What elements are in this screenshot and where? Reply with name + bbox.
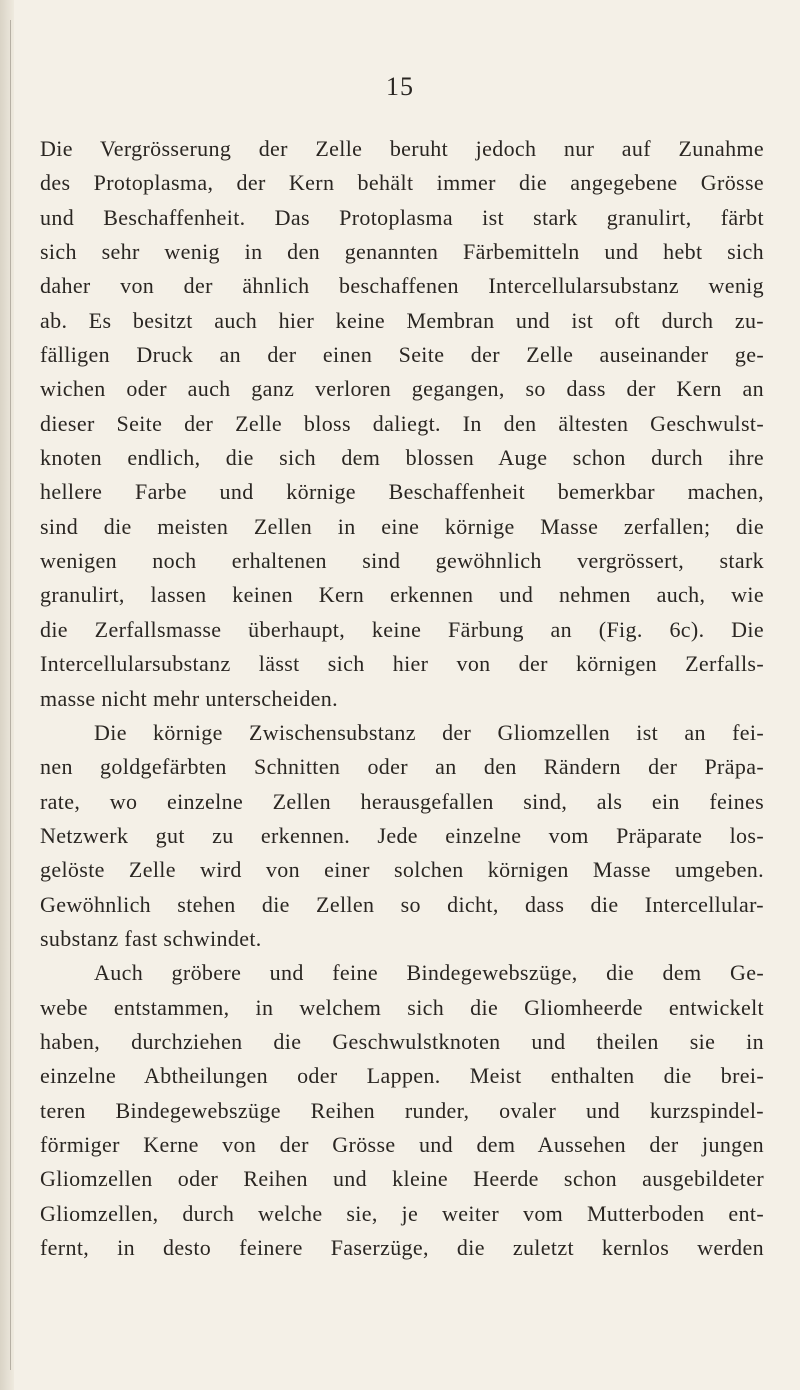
text-line: knoten endlich, die sich dem blossen Auge schon durch ihre — [40, 445, 764, 471]
text-line: und Beschaffenheit. Das Protoplasma ist stark granulirt, färbt — [40, 204, 764, 230]
page-number: 15 — [386, 72, 414, 101]
text-line: Gewöhnlich stehen die Zellen so dicht, dass die Intercellular- — [40, 891, 764, 917]
text-line: sich sehr wenig in den genannten Färbemitteln und hebt sich — [40, 239, 764, 265]
text-line: granulirt, lassen keinen Kern erkennen und nehmen auch, wie — [40, 582, 764, 608]
text-line: webe entstammen, in welchem sich die Gliomheerde entwickelt — [40, 994, 764, 1020]
text-line: Gliomzellen oder Reihen und kleine Heerde schon ausgebildeter — [40, 1166, 764, 1192]
text-line: Auch gröbere und feine Bindegewebszüge, die dem Ge- — [94, 960, 764, 986]
text-line: förmiger Kerne von der Grösse und dem Aussehen der jungen — [40, 1131, 764, 1157]
text-line: wichen oder auch ganz verloren gegangen, so dass der Kern an — [40, 376, 764, 402]
text-line: dieser Seite der Zelle bloss daliegt. In den ältesten Geschwulst- — [40, 410, 764, 436]
text-line: nen goldgefärbten Schnitten oder an den Rändern der Präpa- — [40, 754, 764, 780]
text-line: teren Bindegewebszüge Reihen runder, ovaler und kurzspindel- — [40, 1097, 764, 1123]
text-line: des Protoplasma, der Kern behält immer die angegebene Grösse — [40, 170, 764, 196]
text-line: masse nicht mehr unterscheiden. — [40, 685, 338, 711]
text-line: haben, durchziehen die Geschwulstknoten und theilen sie in — [40, 1028, 764, 1054]
text-line: einzelne Abtheilungen oder Lappen. Meist enthalten die brei- — [40, 1063, 764, 1089]
text-line: wenigen noch erhaltenen sind gewöhnlich vergrössert, stark — [40, 548, 764, 574]
text-line: gelöste Zelle wird von einer solchen körnigen Masse umgeben. — [40, 857, 764, 883]
binding-edge-line — [10, 20, 11, 1370]
body-text — [40, 132, 764, 1265]
text-line: daher von der ähnlich beschaffenen Intercellularsubstanz wenig — [40, 273, 764, 299]
text-line: substanz fast schwindet. — [40, 925, 262, 951]
text-line: fälligen Druck an der einen Seite der Zelle auseinander ge- — [40, 342, 764, 368]
text-line: Netzwerk gut zu erkennen. Jede einzelne vom Präparate los- — [40, 822, 764, 848]
text-line: Die Vergrösserung der Zelle beruht jedoch nur auf Zunahme — [40, 136, 764, 161]
text-line: die Zerfallsmasse überhaupt, keine Färbung an (Fig. 6c). Die — [40, 616, 764, 642]
text-line: hellere Farbe und körnige Beschaffenheit bemerkbar machen, — [40, 479, 764, 505]
text-line: rate, wo einzelne Zellen herausgefallen sind, als ein feines — [40, 788, 764, 814]
text-line: Die körnige Zwischensubstanz der Gliomzellen ist an fei- — [94, 719, 764, 745]
text-line: sind die meisten Zellen in eine körnige Masse zerfallen; die — [40, 513, 764, 539]
text-line: Gliomzellen, durch welche sie, je weiter vom Mutterboden ent- — [40, 1200, 764, 1226]
text-line: ab. Es besitzt auch hier keine Membran und ist oft durch zu- — [40, 307, 764, 333]
text-line: Intercellularsubstanz lässt sich hier von der körnigen Zerfalls- — [40, 651, 764, 677]
text-line: fernt, in desto feinere Faserzüge, die zuletzt kernlos werden — [40, 1235, 764, 1260]
page-spine-shadow — [0, 0, 14, 1390]
